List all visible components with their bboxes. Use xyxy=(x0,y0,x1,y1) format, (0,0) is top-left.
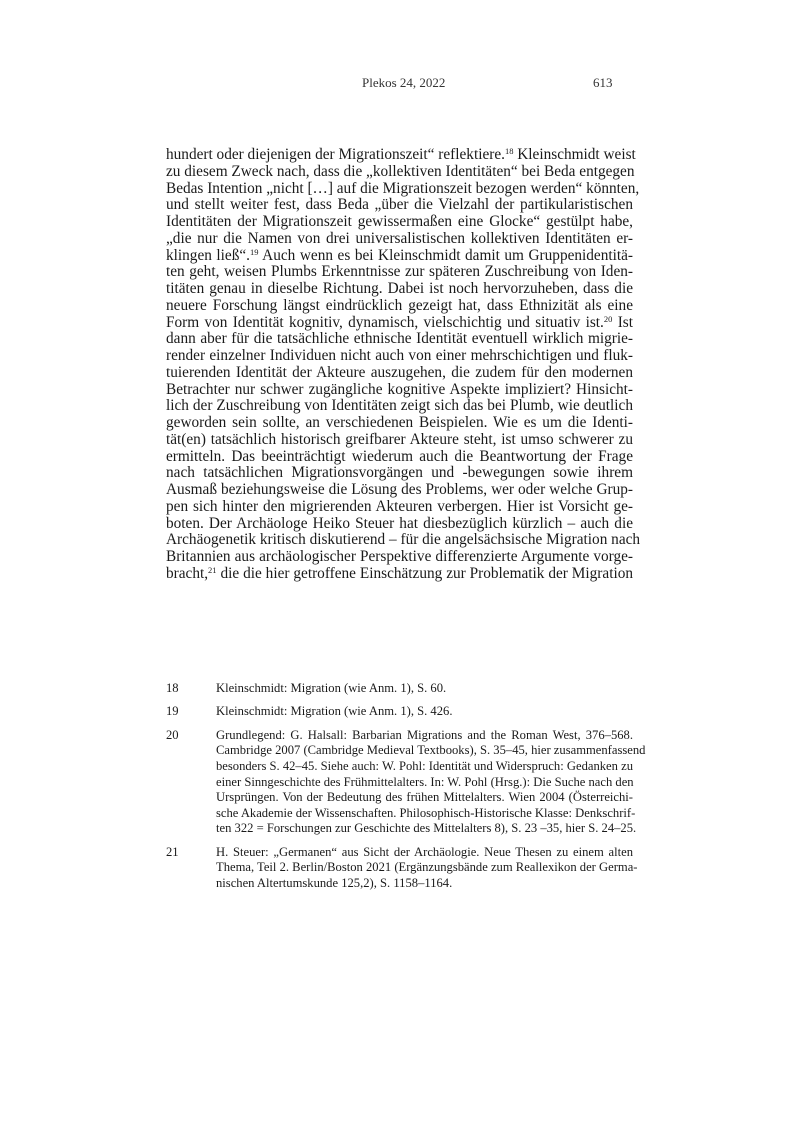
line-text: titäten genau in dieselbe Richtung. Dabei ist noch hervorzuheben, dass die xyxy=(166,280,633,297)
footnote-line: Kleinschmidt: Migration (wie Anm. 1), S. 60. xyxy=(216,681,447,695)
footnote-ref: 20 xyxy=(603,313,613,324)
body-line xyxy=(166,248,633,265)
footnote-line: Cambridge 2007 (Cambridge Medieval Textbooks), S. 35–45, hier zusammenfassend xyxy=(216,743,646,758)
line-text: tät(en) tatsächlich historisch greifbarer Akteure steht, ist umso schwerer zu xyxy=(166,430,633,448)
line-text: Bedas Intention „nicht […] auf die Migrationszeit bezogen werden“ könnten, xyxy=(166,179,640,197)
line-text: Auch wenn es bei Kleinschmidt damit um Gruppenidentitä- xyxy=(258,246,633,264)
body-line xyxy=(166,482,633,499)
line-text: dann aber für die tatsächliche ethnische Identität eventuell wirklich migrie- xyxy=(166,330,633,348)
footnote-line: H. Steuer: „Germanen“ aus Sicht der Archäologie. Neue Thesen zu einem alten xyxy=(216,844,633,859)
line-text: Kleinschmidt weist xyxy=(513,146,636,163)
line-text: nach tatsächlichen Migrationsvorgängen und -bewegungen sowie ihrem xyxy=(166,464,633,482)
line-text: ten geht, weisen Plumbs Erkenntnisse zur späteren Zuschreibung von Iden- xyxy=(166,263,633,281)
footnote-line: nischen Altertumskunde 125,2), S. 1158–1164. xyxy=(216,875,453,890)
footnotes xyxy=(166,681,646,899)
line-text: geworden sein sollte, an verschiedenen Beispielen. Wie es um die Identi- xyxy=(166,414,633,431)
footnote-line: Grundlegend: G. Halsall: Barbarian Migrations and the Roman West, 376–568. xyxy=(216,727,633,742)
line-text: render einzelner Individuen nicht auch von einer mehrschichtigen und fluk- xyxy=(166,347,633,364)
body-line xyxy=(166,179,640,198)
line-text: und stellt weiter fest, dass Beda „über die Vielzahl der partikularistischen xyxy=(166,196,633,214)
body-line xyxy=(166,566,633,583)
page-number: 613 xyxy=(593,75,613,90)
footnote-text xyxy=(216,844,638,892)
footnote-number: 21 xyxy=(166,844,179,859)
footnote-line: ten 322 = Forschungen zur Geschichte des Mittelalters 8), S. 23 –35, hier S. 24–25. xyxy=(216,821,637,836)
line-text: pen sich hinter den migrierenden Akteuren verbergen. Hier ist Vorsicht ge- xyxy=(166,497,633,515)
body-line xyxy=(166,449,633,466)
footnote-number: 18 xyxy=(166,681,179,695)
body-line xyxy=(166,531,641,549)
line-text: neuere Forschung längst eindrücklich gezeigt hat, dass Ethnizität als eine xyxy=(166,296,633,314)
body-line xyxy=(166,398,633,415)
body-line xyxy=(166,365,633,382)
footnote-line: sche Akademie der Wissenschaften. Philosophisch-Historische Klasse: Denkschrif- xyxy=(216,805,636,820)
footnote-ref: 21 xyxy=(208,564,217,575)
footnote-number: 20 xyxy=(166,727,179,742)
line-text: Betrachter nur schwer zugängliche kognitive Aspekte impliziert? Hinsicht- xyxy=(166,380,633,398)
body-line xyxy=(166,214,633,231)
body-line xyxy=(166,315,633,332)
body-text xyxy=(166,146,641,583)
footnote xyxy=(166,681,633,697)
footnote-line: Kleinschmidt: Migration (wie Anm. 1), S. 426. xyxy=(216,704,453,719)
line-text: die die hier getroffene Einschätzung zur Problematik der Migration xyxy=(216,564,633,582)
line-text: Archäogenetik kritisch diskutierend – für die angelsächsische Migration nach xyxy=(166,531,641,549)
line-text: klingen ließ“. xyxy=(166,246,250,264)
footnote-text xyxy=(216,727,646,837)
line-text: lich der Zuschreibung von Identitäten zeigt sich das bei Plumb, wie deutlich xyxy=(166,397,633,415)
body-line xyxy=(166,231,633,248)
line-text: tuierenden Identität der Akteure auszugehen, die zudem für den modernen xyxy=(166,363,633,381)
line-text: boten. Der Archäologe Heiko Steuer hat diesbezüglich kürzlich – auch die xyxy=(166,514,633,532)
footnote-line: einer Sinngeschichte des Frühmittelalters. In: W. Pohl (Hrsg.): Die Suche nach den xyxy=(216,774,634,789)
line-text: „die nur die Namen von drei universalistischen kollektiven Identitäten er- xyxy=(166,229,633,247)
body-line xyxy=(166,415,633,432)
running-header-journal: Plekos 24, 2022 xyxy=(362,75,446,90)
footnote-line: Ursprüngen. Von der Bedeutung des frühen Mittelalters. Wien 2004 (Österreichi- xyxy=(216,790,633,805)
footnote-ref: 18 xyxy=(504,146,514,156)
line-text: zu diesem Zweck nach, dass die „kollektiven Identitäten“ bei Beda entgegen xyxy=(166,162,635,180)
line-text: Ausmaß beziehungsweise die Lösung des Problems, wer oder welche Grup- xyxy=(166,481,633,498)
line-text: Ist xyxy=(612,313,633,331)
line-text: ermitteln. Das beeinträchtigt wiederum auch die Beantwortung der Frage xyxy=(166,447,633,465)
body-line xyxy=(166,348,633,365)
body-line xyxy=(166,465,633,482)
footnote-text xyxy=(216,681,633,697)
body-line xyxy=(166,331,633,348)
line-text: hundert oder diejenigen der Migrationszeit“ reflektiere. xyxy=(166,146,505,163)
line-text: bracht, xyxy=(166,564,209,582)
footnote-ref: 19 xyxy=(249,246,259,257)
footnote-line: Thema, Teil 2. Berlin/Boston 2021 (Ergänzungsbände zum Reallexikon der Germa- xyxy=(216,860,638,875)
footnote xyxy=(166,844,638,892)
body-line xyxy=(166,197,633,214)
line-text: Identitäten der Migrationszeit gewissermaßen eine Glocke“ gestülpt habe, xyxy=(166,213,633,230)
footnote-number: 19 xyxy=(166,704,179,719)
footnote-line: besonders S. 42–45. Siehe auch: W. Pohl: Identität und Widerspruch: Gedanken zu xyxy=(216,758,633,773)
line-text: Form von Identität kognitiv, dynamisch, vielschichtig und situativ ist. xyxy=(166,313,604,331)
footnote-text xyxy=(216,704,633,720)
body-line xyxy=(166,549,633,566)
line-text: Britannien aus archäologischer Perspektive differenzierte Argumente vorge- xyxy=(166,548,633,565)
footnote xyxy=(166,704,633,720)
body-line xyxy=(166,382,633,399)
footnote xyxy=(166,727,646,837)
body-line xyxy=(166,264,633,281)
body-line xyxy=(166,499,633,516)
body-line xyxy=(166,516,633,533)
body-line xyxy=(166,164,633,181)
body-line xyxy=(166,146,636,164)
body-line xyxy=(166,281,633,298)
body-line xyxy=(166,432,633,449)
body-line xyxy=(166,298,633,315)
